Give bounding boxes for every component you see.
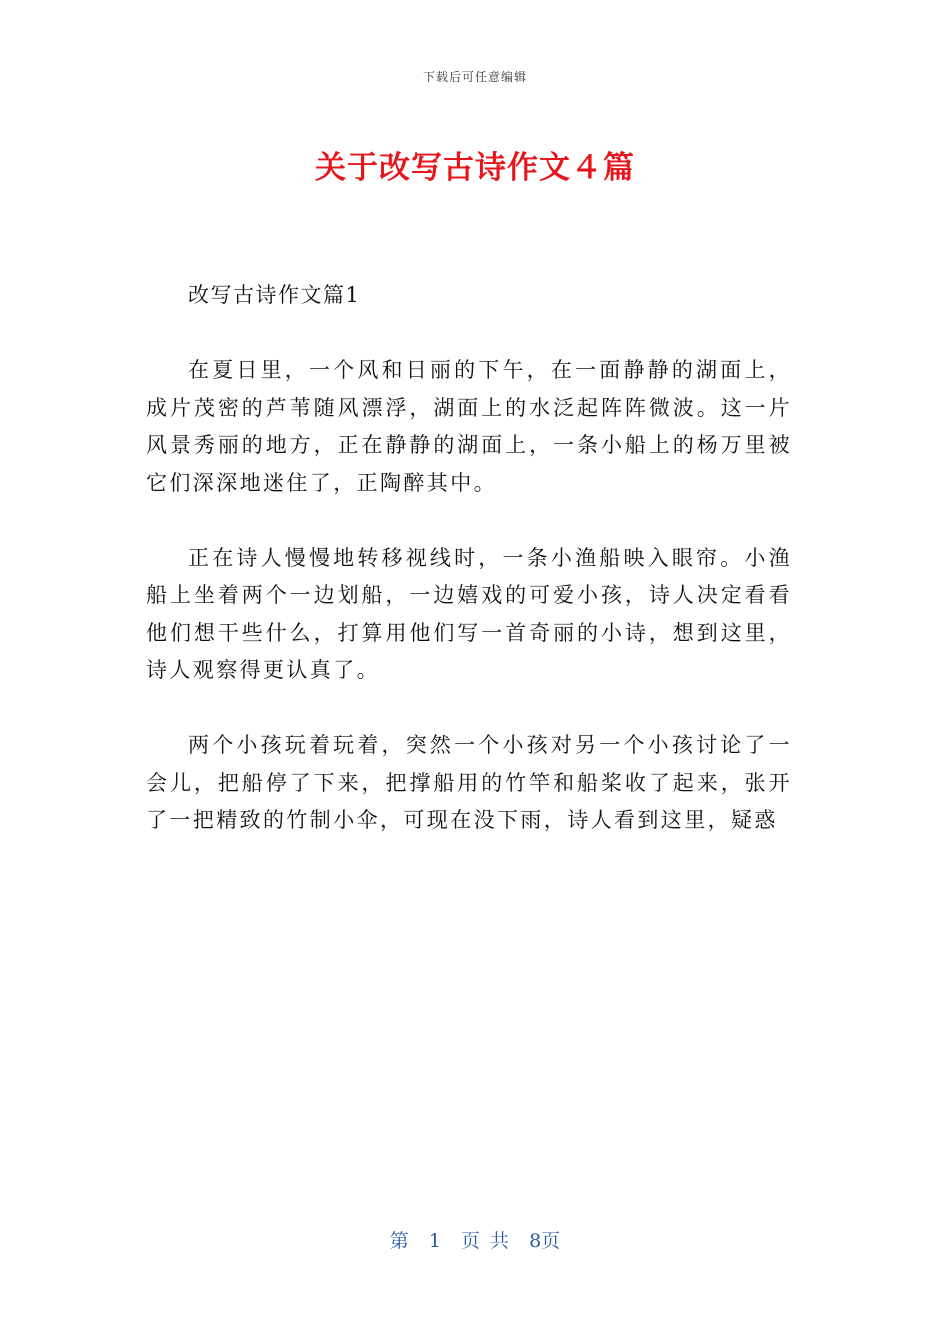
paragraph-1: 在夏日里，一个风和日丽的下午，在一面静静的湖面上，成片茂密的芦苇随风漂浮，湖面上的水泛起阵阵微波。这一片风景秀丽的地方，正在静静的湖面上，一条小船上的杨万里被它们深深地迷住了，正陶醉其中。 [146,358,792,495]
footer-page-number: 1 [428,1230,441,1252]
paragraph-2: 正在诗人慢慢地转移视线时，一条小渔船映入眼帘。小渔船上坐着两个一边划船，一边嬉戏的可爱小孩，诗人决定看看他们想干些什么，打算用他们写一首奇丽的小诗，想到这里，诗人观察得更认真了。 [146,545,792,682]
footer-middle: 页 共 [461,1230,510,1252]
paragraph-3: 两个小孩玩着玩着，突然一个小孩对另一个小孩讨论了一会儿，把船停了下来，把撑船用的竹竿和船桨收了起来，张开了一把精致的竹制小伞，可现在没下雨，诗人看到这里，疑惑 [146,733,792,832]
header-note: 下载后可任意编辑 [422,70,527,84]
page-footer [0,1226,950,1253]
section-subtitle: 改写古诗作文篇1 [188,283,361,307]
document-title: 关于改写古诗作文４篇 [315,150,635,186]
footer-prefix: 第 [389,1230,409,1252]
footer-total-pages: 8页 [529,1230,561,1252]
document-body [146,277,792,877]
